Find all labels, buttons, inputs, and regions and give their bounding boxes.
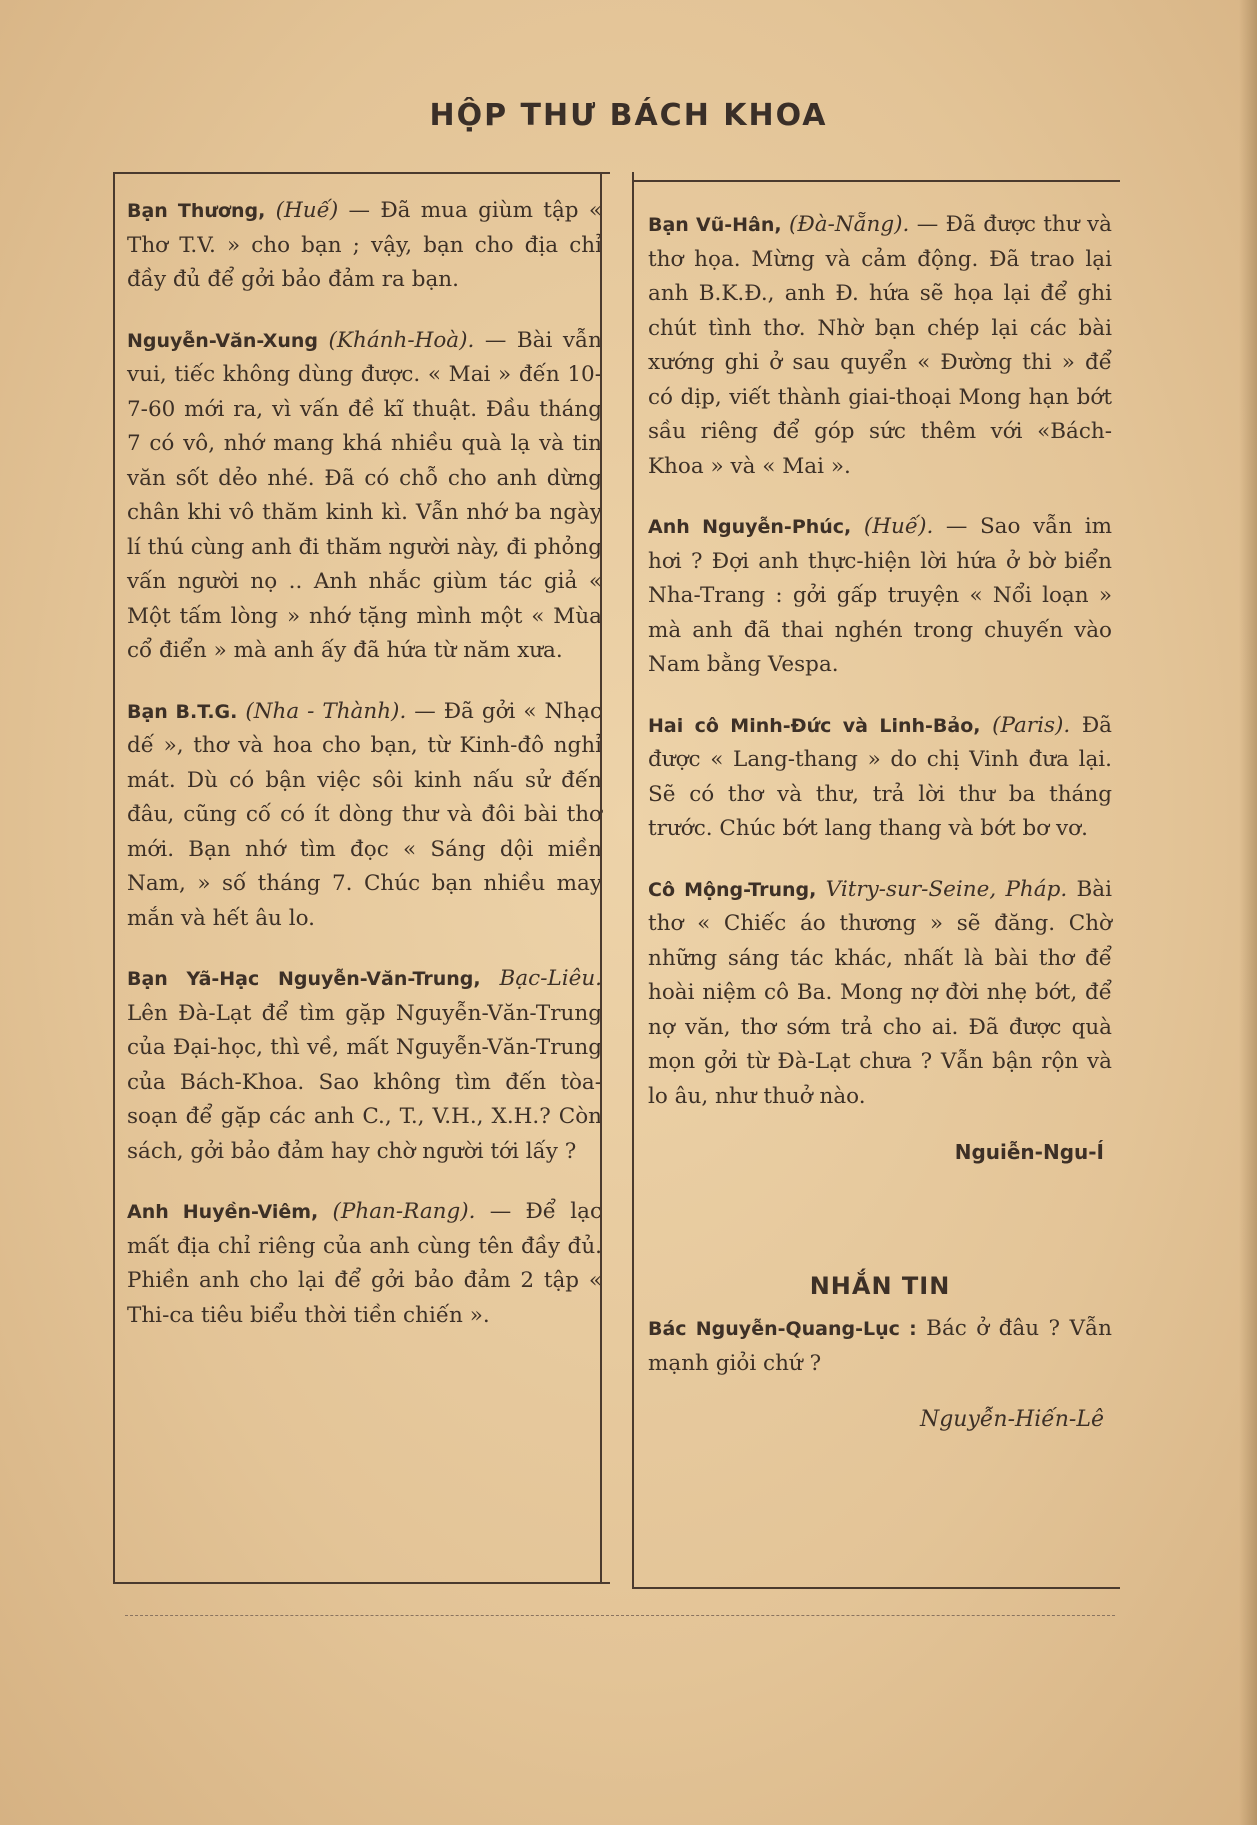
- page-title: HỘP THƯ BÁCH KHOA: [429, 98, 828, 133]
- entry-place: (Huế): [275, 198, 339, 223]
- letter-entry: [127, 194, 602, 298]
- entry-recipient: Anh Nguyễn-Phúc,: [648, 516, 852, 538]
- letter-entry: [127, 1195, 602, 1333]
- nhan-tin-title: NHẮN TIN: [809, 1272, 951, 1300]
- entry-place: (Nha - Thành).: [245, 698, 407, 724]
- bottom-rule: [125, 1615, 1115, 1616]
- signature-2: Nguyễn-Hiến-Lê: [919, 1407, 1104, 1432]
- nhan-tin-text: Bác ở đâu ? Vẫn mạnh giỏi chứ ?: [648, 1316, 1112, 1376]
- entry-place: (Paris).: [992, 712, 1071, 738]
- entry-place: (Đà-Nẵng).: [789, 212, 910, 237]
- letter-entry: [127, 962, 602, 1169]
- entry-text: — Đã mua giùm tập « Thơ T.V. » cho bạn ; vậy, bạn cho địa chỉ đầy đủ để gởi bảo đảm ra bạn.: [127, 198, 602, 292]
- entry-place: (Huế).: [863, 514, 934, 539]
- left-column: [113, 172, 610, 1584]
- entry-recipient: Nguyễn-Văn-Xung: [127, 329, 319, 352]
- nhan-tin-entry: [648, 1312, 1112, 1381]
- letter-entry: [127, 695, 602, 937]
- entry-place: Bạc-Liêu.: [499, 966, 603, 991]
- letter-entry: [648, 208, 1112, 484]
- entry-recipient: Hai cô Minh-Đức và Linh-Bảo,: [648, 714, 981, 737]
- entry-text: — Để lạc mất địa chỉ riêng của anh cùng tên đầy đủ. Phiền anh cho lại để gởi bảo đảm 2 tập « Thi-ca tiêu biểu thời tiền chiến ».: [127, 1199, 602, 1328]
- entry-recipient: Anh Huyền-Viêm,: [127, 1201, 319, 1223]
- right-column-entries: [648, 208, 1112, 1432]
- entry-text: — Đã được thư và thơ họa. Mừng và cảm động. Đã trao lại anh B.K.Đ., anh Đ. hứa sẽ họa lại để ghi chút tình thơ. Nhờ bạn chép lại các bài xướng ghi ở sau quyển « Đường thi » để có dịp, viết thành giai-thoại Mong hạn bớt sầu riêng để góp sức thêm với «Bách-Khoa » và « Mai ».: [648, 212, 1112, 479]
- right-column-top-rule: [634, 180, 1120, 182]
- letter-entry: [127, 324, 602, 669]
- entry-text: — Bài vẫn vui, tiếc không dùng được. « Mai » đến 10-7-60 mới ra, vì vấn đề kĩ thuật. Đầu tháng 7 có vô, nhớ mang khá nhiều quà lạ và tin văn sốt dẻo nhé. Đã có chỗ cho anh dừng chân khi vô thăm kinh kì. Vẫn nhớ ba ngày lí thú cùng anh đi thăm người này, đi phỏng vấn người nọ .. Anh nhắc giùm tác giả « Một tấm lòng » nhớ tặng mình một « Mùa cổ điển » mà anh ấy đã hứa từ năm xưa.: [127, 327, 602, 663]
- entry-recipient: Bạn B.T.G.: [127, 700, 238, 723]
- right-column: [632, 172, 1120, 1589]
- entry-text: — Đã gởi « Nhạc dế », thơ và hoa cho bạn, từ Kinh-đô nghỉ mát. Dù có bận việc sôi kinh nấu sử đến đâu, cũng cố có ít dòng thư và đôi bài thơ mới. Bạn nhớ tìm đọc « Sáng dội miền Nam, » số tháng 7. Chúc bạn nhiều may mắn và hết âu lo.: [127, 698, 602, 931]
- entry-recipient: Bạn Vũ-Hân,: [648, 214, 782, 236]
- entry-text: Lên Đà-Lạt để tìm gặp Nguyễn-Văn-Trung của Đại-học, thì về, mất Nguyễn-Văn-Trung của Bách-Khoa. Sao không tìm đến tòa-soạn để gặp các anh C., T., V.H., X.H.? Còn sách, gởi bảo đảm hay chờ người tới lấy ?: [127, 1000, 602, 1164]
- entry-recipient: Cô Mộng-Trung,: [648, 878, 817, 901]
- entry-place: (Phan-Rang).: [332, 1199, 476, 1224]
- right-entry-list: [648, 208, 1112, 1114]
- entry-place: (Khánh-Hoà).: [328, 327, 475, 353]
- entry-place: Vitry-sur-Seine, Pháp.: [825, 876, 1068, 902]
- entry-text: Bài thơ « Chiếc áo thương » sẽ đăng. Chờ những sáng tác khác, nhất là bài thơ để hoài niệm cô Ba. Mong nợ đời nhẹ bớt, để nợ văn, thơ sớm trả cho ai. Đã được quà mọn gởi từ Đà-Lạt chưa ? Vẫn bận rộn và lo âu, như thuở nào.: [648, 876, 1112, 1109]
- letter-entry: [648, 510, 1112, 683]
- letter-entry: [648, 709, 1112, 847]
- left-column-entries: [127, 194, 602, 1359]
- entry-text: — Sao vẫn im hơi ? Đợi anh thực-hiện lời hứa ở bờ biển Nha-Trang : gởi gấp truyện « Nổi loạn » mà anh đã thai nghén trong chuyến vào Nam bằng Vespa.: [648, 514, 1112, 677]
- signature-1: Nguiễn-Ngu-Í: [954, 1140, 1104, 1164]
- letter-entry: [648, 873, 1112, 1115]
- nhan-tin-name: Bác Nguyễn-Quang-Lục :: [648, 1318, 917, 1340]
- entry-recipient: Bạn Yã-Hạc Nguyễn-Văn-Trung,: [127, 968, 481, 990]
- column-divider: [600, 172, 602, 1582]
- left-column-top-rule: [115, 172, 610, 174]
- entry-recipient: Bạn Thương,: [127, 200, 266, 222]
- page-edge-shadow: [1239, 0, 1257, 1825]
- entry-text: Đã được « Lang-thang » do chị Vinh đưa lại. Sẽ có thơ và thư, trả lời thư ba tháng trước. Chúc bớt lang thang và bớt bơ vơ.: [648, 712, 1112, 841]
